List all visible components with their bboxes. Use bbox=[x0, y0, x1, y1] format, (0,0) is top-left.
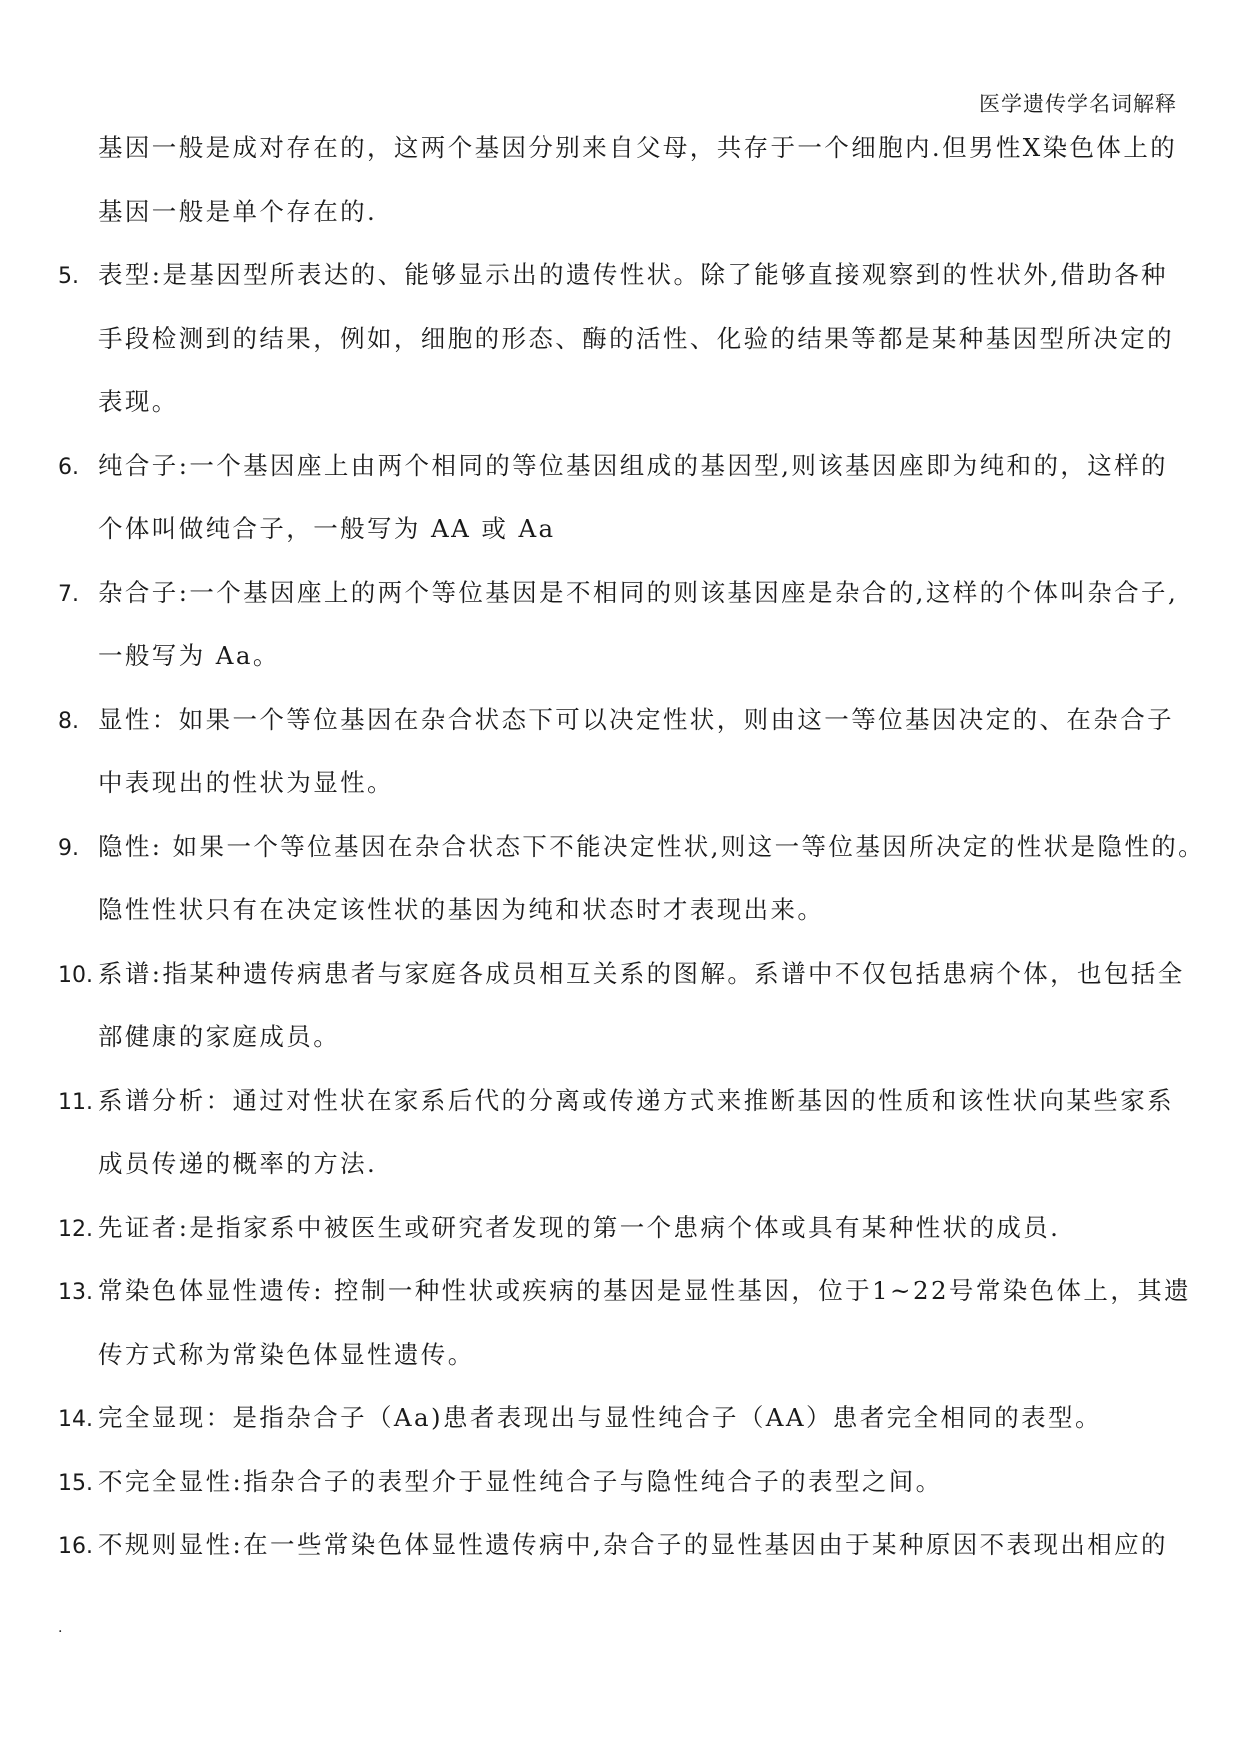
entry-12-line-1 bbox=[58, 1206, 1188, 1270]
entry-14-text: 完全显现：是指杂合子（Aa)患者表现出与显性纯合子（AA）患者完全相同的表型。 bbox=[98, 1403, 1102, 1432]
entry-11-text: 系谱分析：通过对性状在家系后代的分离或传递方式来推断基因的性质和该性状向某些家系 bbox=[98, 1085, 1174, 1115]
entry-7-line-1 bbox=[58, 571, 1188, 635]
entry-9-line-2: 隐性性状只有在决定该性状的基因为纯和状态时才表现出来。 bbox=[98, 895, 825, 924]
entry-11-number: 11. bbox=[58, 1089, 93, 1115]
entry-8-text: 显性：如果一个等位基因在杂合状态下可以决定性状，则由这一等位基因决定的、在杂合子 bbox=[98, 704, 1174, 734]
entry-13-text: 常染色体显性遗传: 控制一种性状或疾病的基因是显性基因，位于1~22号常染色体上，其遗 bbox=[98, 1276, 1192, 1305]
entry-16-number: 16. bbox=[58, 1534, 93, 1559]
entry-8-number: 8. bbox=[58, 708, 79, 734]
entry-5-text: 表型:是基因型所表达的、能够显示出的遗传性状。除了能够直接观察到的性状外,借助各种 bbox=[98, 260, 1168, 289]
entry-5-number: 5. bbox=[58, 264, 79, 289]
entry-12-text: 先证者:是指家系中被医生或研究者发现的第一个患病个体或具有某种性状的成员. bbox=[98, 1212, 1061, 1242]
entry-14-line-1 bbox=[58, 1396, 1188, 1460]
entry-6-text: 纯合子:一个基因座上由两个相同的等位基因组成的基因型,则该基因座即为纯和的，这样的 bbox=[98, 450, 1168, 480]
entry-6-line-2: 个体叫做纯合子，一般写为 AA 或 Aa bbox=[98, 514, 556, 543]
entry-5-line-1 bbox=[58, 253, 1188, 317]
entry-7-line-2: 一般写为 Aa。 bbox=[98, 641, 280, 670]
entry-11-line-1 bbox=[58, 1079, 1188, 1143]
entry-9-line-1 bbox=[58, 825, 1206, 889]
entry-8-line-1 bbox=[58, 698, 1188, 762]
entry-14-number: 14. bbox=[58, 1407, 93, 1432]
entry-15-number: 15. bbox=[58, 1470, 93, 1496]
entry-9-text: 隐性: 如果一个等位基因在杂合状态下不能决定性状,则这一等位基因所决定的性状是隐性的。 bbox=[98, 831, 1206, 861]
entry-13-line-1 bbox=[58, 1269, 1192, 1333]
entry-6-number: 6. bbox=[58, 454, 79, 480]
entry-5-line-2: 手段检测到的结果，例如，细胞的形态、酶的活性、化验的结果等都是某种基因型所决定的 bbox=[98, 323, 1174, 353]
entry-13-number: 13. bbox=[58, 1280, 93, 1305]
entry-5-line-3: 表现。 bbox=[98, 387, 179, 416]
entry-15-line-1 bbox=[58, 1460, 1188, 1524]
entry-7-number: 7. bbox=[58, 581, 79, 607]
page-header-title: 医学遗传学名词解释 bbox=[979, 92, 1177, 116]
entry-8-line-2: 中表现出的性状为显性。 bbox=[98, 768, 394, 797]
entry-12-number: 12. bbox=[58, 1216, 93, 1242]
document-body bbox=[58, 126, 1206, 1587]
entry-16-line-1 bbox=[58, 1523, 1188, 1587]
entry-15-text: 不完全显性:指杂合子的表型介于显性纯合子与隐性纯合子的表型之间。 bbox=[98, 1466, 943, 1496]
entry-13-line-2: 传方式称为常染色体显性遗传。 bbox=[98, 1339, 475, 1369]
entry-7-text: 杂合子:一个基因座上的两个等位基因是不相同的则该基因座是杂合的,这样的个体叫杂合子, bbox=[98, 577, 1179, 607]
entry-6-line-1 bbox=[58, 444, 1188, 508]
entry-10-number: 10. bbox=[58, 962, 93, 988]
entry-10-text: 系谱:指某种遗传病患者与家庭各成员相互关系的图解。系谱中不仅包括患病个体，也包括全 bbox=[98, 958, 1185, 988]
footer-mark: . bbox=[58, 1620, 63, 1636]
entry-4-continued-line-2: 基因一般是单个存在的. bbox=[98, 196, 378, 226]
entry-10-line-1 bbox=[58, 952, 1188, 1016]
entry-16-text: 不规则显性:在一些常染色体显性遗传病中,杂合子的显性基因由于某种原因不表现出相应的 bbox=[98, 1530, 1168, 1559]
entry-4-continued-line-1: 基因一般是成对存在的，这两个基因分别来自父母，共存于一个细胞内.但男性X染色体上的 bbox=[98, 133, 1178, 162]
entry-11-line-2: 成员传递的概率的方法. bbox=[98, 1149, 378, 1178]
entry-10-line-2: 部健康的家庭成员。 bbox=[98, 1022, 341, 1051]
entry-9-number: 9. bbox=[58, 835, 79, 861]
